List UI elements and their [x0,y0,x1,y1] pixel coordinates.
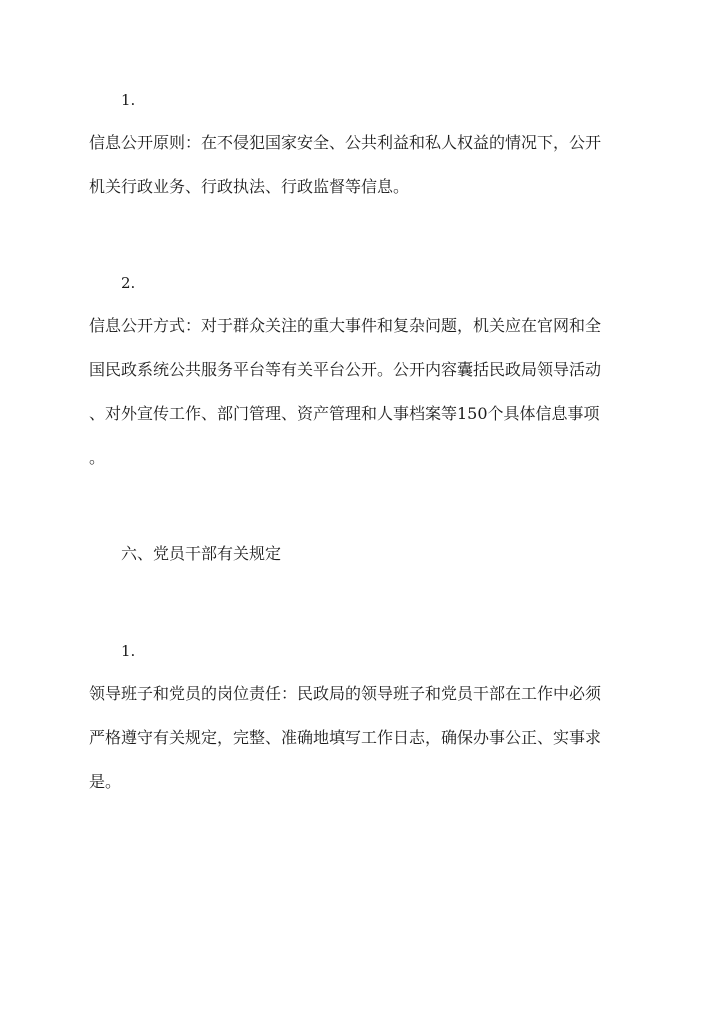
paragraph-line: 严格遵守有关规定，完整、准确地填写工作日志，确保办事公正、实事求 [89,728,602,747]
item-number: 1. [121,91,136,109]
paragraph-line: 国民政系统公共服务平台等有关平台公开。公开内容囊括民政局领导活动 [89,360,602,379]
paragraph-line: 领导班子和党员的岗位责任：民政局的领导班子和党员干部在工作中必须 [89,684,602,703]
paragraph-line: 机关行政业务、行政执法、行政监督等信息。 [89,177,410,196]
paragraph-line: 是。 [89,772,122,791]
paragraph-line: 、对外宣传工作、部门管理、资产管理和人事档案等150个具体信息事项 [89,404,600,423]
paragraph-line: 信息公开原则：在不侵犯国家安全、公共利益和私人权益的情况下，公开 [89,133,602,152]
section-heading: 六、党员干部有关规定 [121,544,282,563]
item-number: 2. [121,274,136,292]
item-number: 1. [121,642,136,660]
paragraph-line: 。 [89,448,106,467]
paragraph-line: 信息公开方式：对于群众关注的重大事件和复杂问题，机关应在官网和全 [89,316,602,335]
